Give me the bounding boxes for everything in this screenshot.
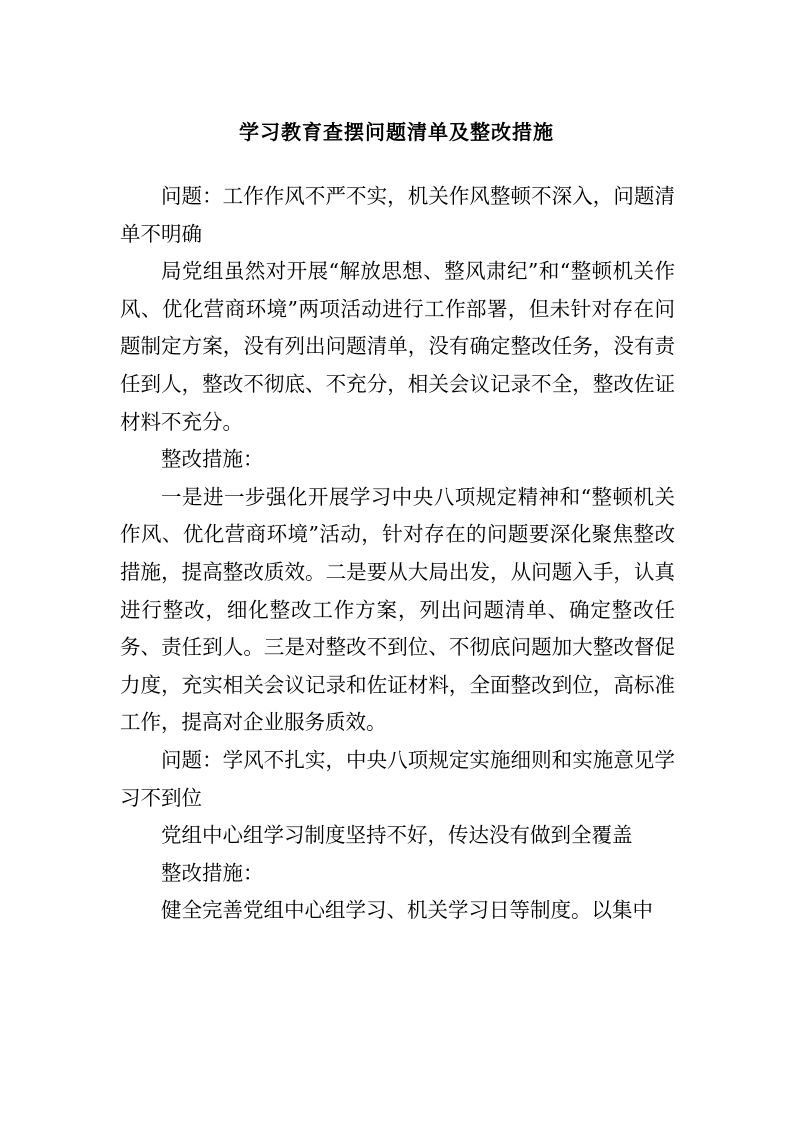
measures-1-content: 一是进一步强化开展学习中央八项规定精神和“整顿机关作风、优化营商环境”活动，针对存在的问题要深化聚焦整改措施，提高整改质效。二是要从大局出发，从问题入手，认真进行整改，细化整改工作方案，列出问题清单、确定整改任务、责任到人。三是对整改不到位、不彻底问题加大整改督促力度，充实相关会议记录和佐证材料，全面整改到位，高标准工作，提高对企业服务质效。: [120, 484, 675, 735]
document-body: [120, 178, 675, 930]
problem-2-description: 党组中心组学习制度坚持不好，传达没有做到全覆盖: [161, 823, 633, 848]
problem-1-heading: 问题：工作作风不严不实，机关作风整顿不深入，问题清单不明确: [120, 184, 675, 246]
measures-1-heading: 整改措施：: [161, 447, 264, 472]
problem-1-description: 局党组虽然对开展“解放思想、整风肃纪”和“整顿机关作风、优化营商环境”两项活动进行工作部署，但未针对存在问题制定方案，没有列出问题清单，没有确定整改任务，没有责任到人，整改不彻底、不充分，相关会议记录不全，整改佐证材料不充分。: [120, 259, 675, 434]
page-title: 学习教育查摆问题清单及整改措施: [239, 120, 554, 144]
measures-2-heading: 整改措施：: [161, 860, 264, 885]
measures-2-content: 健全完善党组中心组学习、机关学习日等制度。以集中: [161, 898, 653, 923]
problem-2-heading: 问题：学风不扎实，中央八项规定实施细则和实施意见学习不到位: [120, 747, 675, 810]
